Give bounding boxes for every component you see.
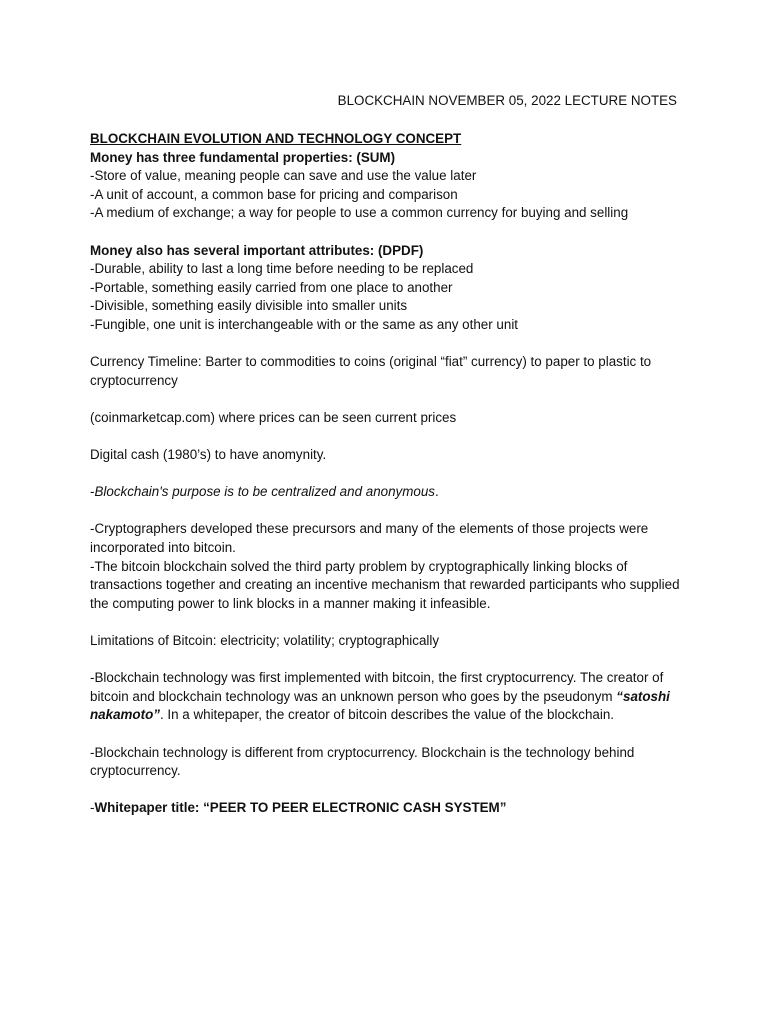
third-party-paragraph: -The bitcoin blockchain solved the third party problem by cryptographically linking blocks of transactions together and creating an incentive mechanism that rewarded participants who supplied the computing power to link blocks in a manner making it infeasible.: [90, 558, 680, 611]
satoshi-nakamoto-name: “satoshi nakamoto”: [90, 688, 670, 723]
purpose-text: Blockchain's purpose is to be centralized and anonymous: [94, 484, 435, 500]
document-header: BLOCKCHAIN NOVEMBER 05, 2022 LECTURE NOTES: [337, 93, 677, 108]
properties-item-medium-of-exchange: -A medium of exchange; a way for people to use a common currency for buying and selling: [90, 205, 629, 221]
attributes-item-portable: -Portable, something easily carried from one place to another: [90, 279, 453, 295]
properties-item-store-of-value: -Store of value, meaning people can save and use the value later: [90, 168, 477, 184]
attributes-item-durable: -Durable, ability to last a long time before needing to be replaced: [90, 261, 474, 277]
attributes-item-divisible: -Divisible, something easily divisible into smaller units: [90, 298, 408, 314]
properties-heading: Money has three fundamental properties: (SUM): [90, 149, 396, 165]
properties-item-unit-of-account: -A unit of account, a common base for pricing and comparison: [90, 186, 458, 202]
first-impl-after: . In a whitepaper, the creator of bitcoin describes the value of the blockchain.: [159, 707, 615, 723]
whitepaper-title-paragraph: [90, 799, 680, 818]
attributes-item-fungible: -Fungible, one unit is interchangeable with or the same as any other unit: [90, 316, 519, 332]
first-impl-before: -Blockchain technology was first implemented with bitcoin, the first cryptocurrency. The creator of bitcoin and blockchain technology was an unknown person who goes by the pseudonym: [90, 670, 664, 704]
attributes-heading: Money also has several important attributes: (DPDF): [90, 242, 424, 258]
cryptographers-paragraph: -Cryptographers developed these precursors and many of the elements of those projects were incorporated into bitcoin.: [90, 521, 649, 556]
blockchain-vs-crypto-paragraph: -Blockchain technology is different from cryptocurrency. Blockchain is the technology behind cryptocurrency.: [90, 744, 635, 779]
coinmarketcap-paragraph: (coinmarketcap.com) where prices can be seen current prices: [90, 409, 457, 425]
purpose-dash: -: [90, 484, 95, 500]
limitations-paragraph: Limitations of Bitcoin: electricity; volatility; cryptographically: [90, 633, 440, 649]
blockchain-purpose-paragraph: [90, 483, 680, 502]
document-body: [90, 130, 680, 818]
purpose-end: .: [434, 484, 439, 500]
whitepaper-dash: -: [90, 800, 95, 816]
document-title: BLOCKCHAIN EVOLUTION AND TECHNOLOGY CONCEPT: [90, 131, 462, 146]
first-implementation-paragraph: [90, 669, 680, 725]
whitepaper-title: Whitepaper title: “PEER TO PEER ELECTRONIC CASH SYSTEM”: [94, 800, 507, 816]
currency-timeline-paragraph: Currency Timeline: Barter to commodities to coins (original “fiat” currency) to paper to plastic to cryptocurrency: [90, 354, 652, 388]
digital-cash-paragraph: Digital cash (1980’s) to have anomynity.: [90, 447, 327, 463]
